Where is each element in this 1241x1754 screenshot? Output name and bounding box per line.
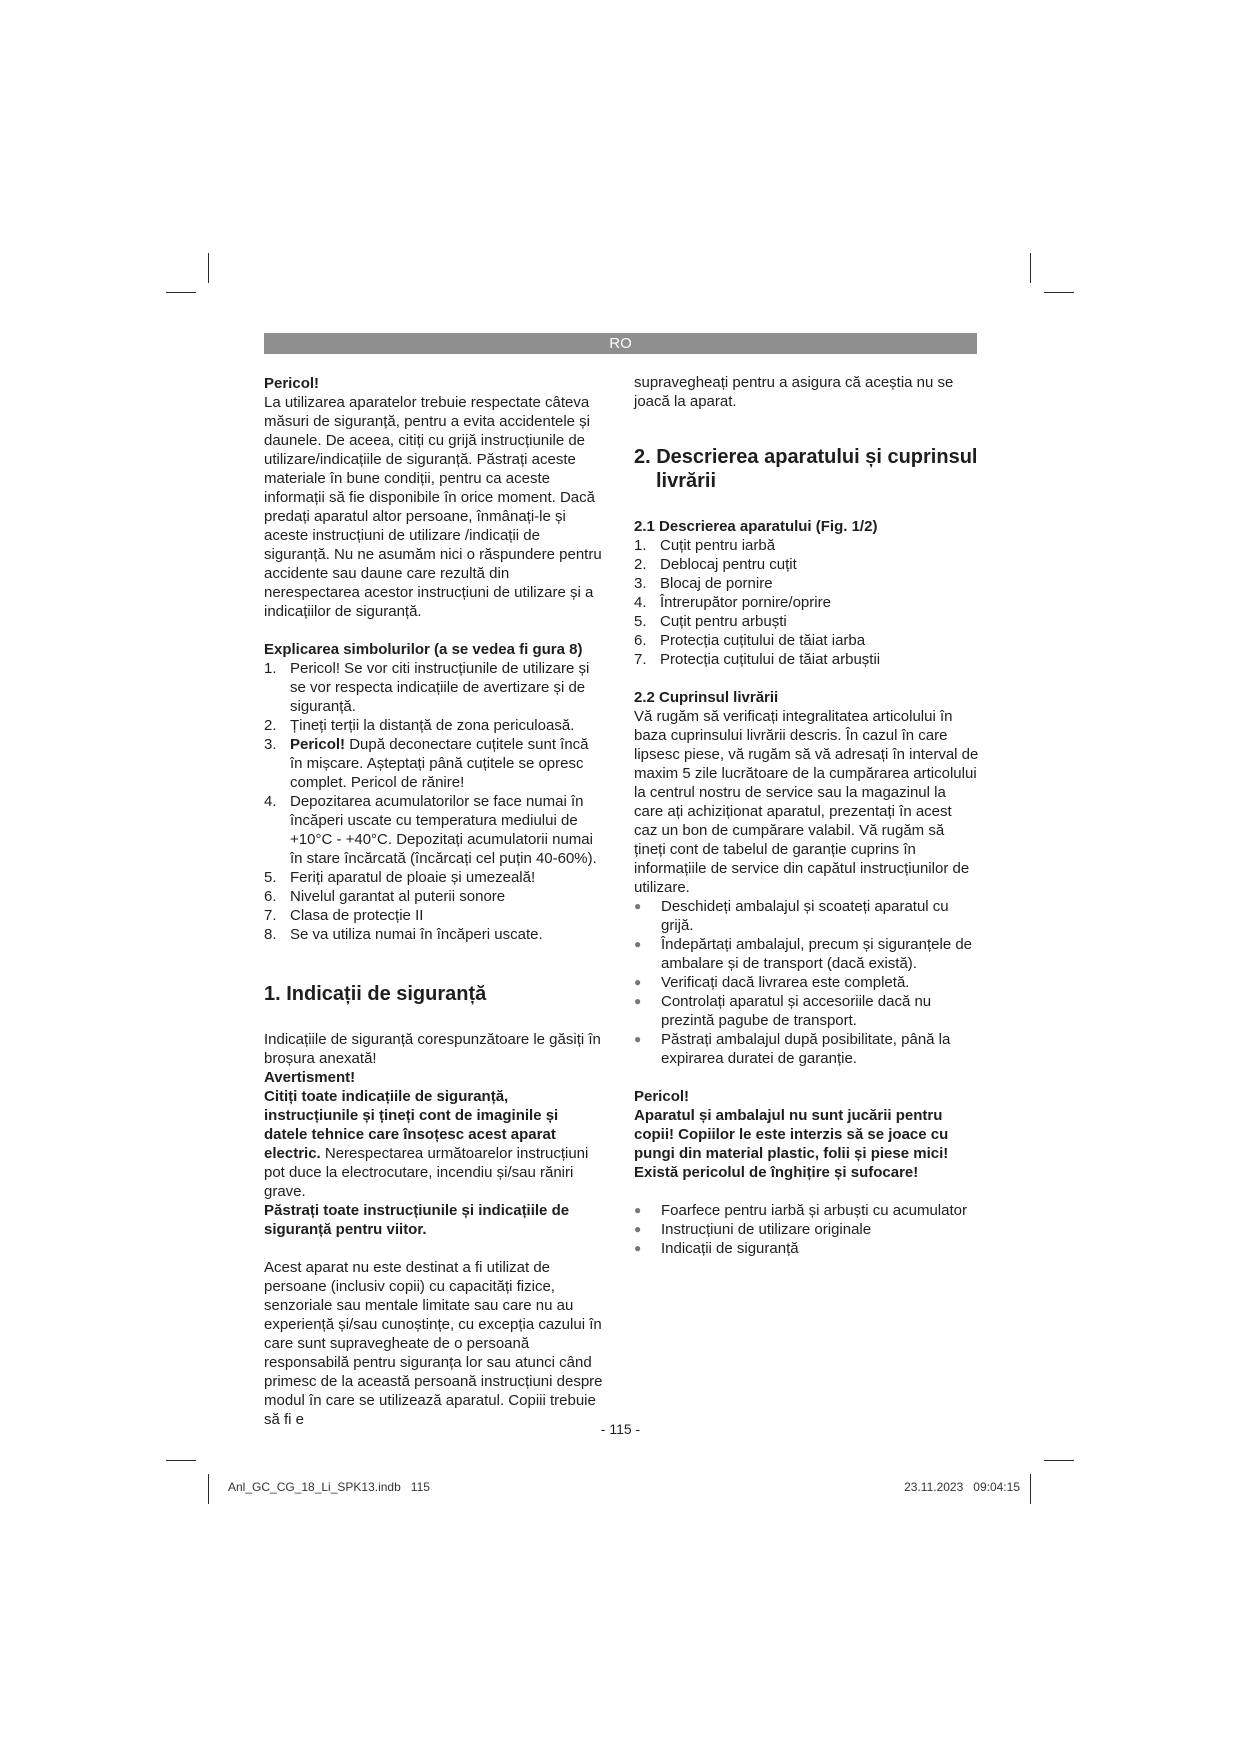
pericol-2-heading: Pericol! bbox=[634, 1088, 690, 1105]
crop-mark bbox=[166, 292, 196, 293]
warning-paragraph: Citiți toate indicațiile de siguranță, instrucțiunile și țineți cont de imaginile și datele tehnice care însoțesc acest aparat electric. Nerespectarea următoarelor instrucțiuni pot duce la electrocutare, incendiu și/sau răniri grave. bbox=[264, 1088, 589, 1200]
page-number: - 115 - bbox=[600, 1421, 641, 1437]
list-item: 5. Cuțit pentru arbuști bbox=[634, 613, 787, 630]
list-item: 4. Depozitarea acumulatorilor se face numai în încăperi uscate cu temperatura mediului de +10°C - +40°C. Depozitați acumulatorii numai în stare încărcată (încărcați cel puțin 40-60%). bbox=[264, 793, 597, 867]
list-item: ● Instrucțiuni de utilizare originale bbox=[634, 1221, 872, 1238]
section-2-title: 2. Descrierea aparatului și cuprinsul livrării bbox=[634, 446, 978, 492]
list-item: ● Îndepărtați ambalajul, precum și siguranțele de ambalare și de transport (dacă există). bbox=[634, 936, 973, 972]
list-item: 8. Se va utiliza numai în încăperi uscate. bbox=[264, 926, 543, 943]
crop-mark bbox=[1044, 1460, 1074, 1461]
section-1-title: 1. Indicații de siguranță bbox=[264, 983, 487, 1005]
pericol-2-text: Aparatul și ambalajul nu sunt jucării pentru copii! Copiilor le este interzis să se joace cu pungi din material plastic, folii și piese mici! Există pericolul de înghițire și sufocare! bbox=[634, 1107, 949, 1181]
list-item: ● Foarfece pentru iarbă și arbuști cu acumulator bbox=[634, 1202, 967, 1219]
list-item: ● Deschideți ambalajul și scoateți aparatul cu grijă. bbox=[634, 898, 949, 934]
crop-mark bbox=[1044, 292, 1074, 293]
persons-paragraph: Acest aparat nu este destinat a fi utilizat de persoane (inclusiv copii) cu capacități fizice, senzoriale sau mentale limitate sau care nu au experiență și/sau cunoștințe, cu excepția cazului în care sunt supravegheate de o persoană responsabilă pentru siguranța lor sau atunci când primesc de la această persoană instrucțiuni despre modul în care se utilizează aparatul. Copiii trebuie să fi e bbox=[264, 1259, 603, 1428]
crop-mark bbox=[1030, 253, 1031, 283]
list-item: ● Verificați dacă livrarea este completă. bbox=[634, 974, 910, 991]
section-2-1-heading: 2.1 Descrierea aparatului (Fig. 1/2) bbox=[634, 518, 878, 535]
section-2-2-heading: 2.2 Cuprinsul livrării bbox=[634, 689, 779, 706]
bullet-icon: ● bbox=[634, 1203, 642, 1217]
list-item: 3. Blocaj de pornire bbox=[634, 575, 773, 592]
crop-mark bbox=[208, 253, 209, 283]
bullet-icon: ● bbox=[634, 937, 642, 951]
bullet-icon: ● bbox=[634, 1032, 642, 1046]
continued-text: supravegheați pentru a asigura că aceștia nu se joacă la aparat. bbox=[634, 374, 954, 410]
bullet-icon: ● bbox=[634, 994, 642, 1008]
list-item: 2. Deblocaj pentru cuțit bbox=[634, 556, 797, 573]
language-header-band: RO bbox=[264, 333, 977, 354]
list-item: 7. Clasa de protecție II bbox=[264, 907, 424, 924]
keep-instructions-text: Păstrați toate instrucțiunile și indicațiile de siguranță pentru viitor. bbox=[264, 1202, 570, 1238]
list-item: 5. Feriți aparatul de ploaie și umezeală! bbox=[264, 869, 536, 886]
warning-label: Avertisment! bbox=[264, 1069, 356, 1086]
contents-list bbox=[634, 1201, 979, 1258]
crop-mark bbox=[166, 1460, 196, 1461]
list-item: ● Controlați aparatul și accesoriile dacă nu prezintă pagube de transport. bbox=[634, 993, 932, 1029]
list-item: 3. Pericol! După deconectare cuțitele sunt încă în mișcare. Așteptați până cuțitele se opresc complet. Pericol de rănire! bbox=[264, 736, 589, 791]
list-item: 7. Protecția cuțitului de tăiat arbuștii bbox=[634, 651, 881, 668]
list-item: 1. Pericol! Se vor citi instrucțiunile de utilizare și se vor respecta indicațiile de avertizare și de siguranță. bbox=[264, 660, 590, 715]
list-item: 6. Nivelul garantat al puterii sonore bbox=[264, 888, 506, 905]
steps-list bbox=[634, 897, 979, 1068]
bullet-icon: ● bbox=[634, 1241, 642, 1255]
bullet-icon: ● bbox=[634, 899, 642, 913]
crop-mark bbox=[208, 1474, 209, 1504]
list-item: ● Indicații de siguranță bbox=[634, 1240, 799, 1257]
list-item: 4. Întrerupător pornire/oprire bbox=[634, 594, 831, 611]
list-item: 6. Protecția cuțitului de tăiat iarba bbox=[634, 632, 866, 649]
bullet-icon: ● bbox=[634, 975, 642, 989]
symbols-heading: Explicarea simbolurilor (a se vedea fi gura 8) bbox=[264, 641, 583, 658]
crop-mark bbox=[1030, 1474, 1031, 1504]
list-item: ● Păstrați ambalajul după posibilitate, până la expirarea duratei de garanție. bbox=[634, 1031, 951, 1067]
list-item: 1. Cuțit pentru iarbă bbox=[634, 537, 776, 554]
timestamp: 23.11.2023 09:04:15 bbox=[904, 1480, 1020, 1494]
parts-list bbox=[634, 536, 979, 669]
symbols-list bbox=[264, 659, 604, 944]
list-item: 2. Țineți terții la distanță de zona periculoasă. bbox=[264, 717, 575, 734]
intro-paragraph: La utilizarea aparatelor trebuie respectate câteva măsuri de siguranță, pentru a evita accidentele și daunele. De aceea, citiți cu grijă instrucțiunile de utilizare/indicațiile de siguranță. Păstrați aceste materiale în bune condiții, pentru ca aceste informații să fie disponibile în orice moment. Dacă predați aparatul altor persoane, înmânați-le și aceste instrucțiuni de utilizare /indicații de siguranță. Nu ne asumăm nici o răspundere pentru accidente sau daune care rezultă din nerespectarea acestor instrucțiuni de utilizare și a indicațiilor de siguranță. bbox=[264, 394, 602, 620]
bullet-icon: ● bbox=[634, 1222, 642, 1236]
safety-booklet-text: Indicațiile de siguranță corespunzătoare le găsiți în broșura anexată! bbox=[264, 1031, 601, 1067]
pericol-heading: Pericol! bbox=[264, 375, 320, 392]
left-column bbox=[264, 374, 604, 1429]
right-column bbox=[634, 373, 979, 1258]
delivery-paragraph: Vă rugăm să verificați integralitatea articolului în baza cuprinsului livrării descris. În cazul în care lipsesc piese, vă rugăm să vă adresați în interval de maxim 5 zile lucrătoare de la cumpărarea articolului la centrul nostru de service sau la magazinul la care ați achiziționat aparatul, prezentați în acest caz un bon de cumpărare valabil. Vă rugăm să țineți cont de tabelul de garanție cuprins în informațiile de service din capătul instrucțiunilor de utilizare. bbox=[634, 708, 979, 896]
file-name: Anl_GC_CG_18_Li_SPK13.indb 115 bbox=[228, 1480, 430, 1494]
